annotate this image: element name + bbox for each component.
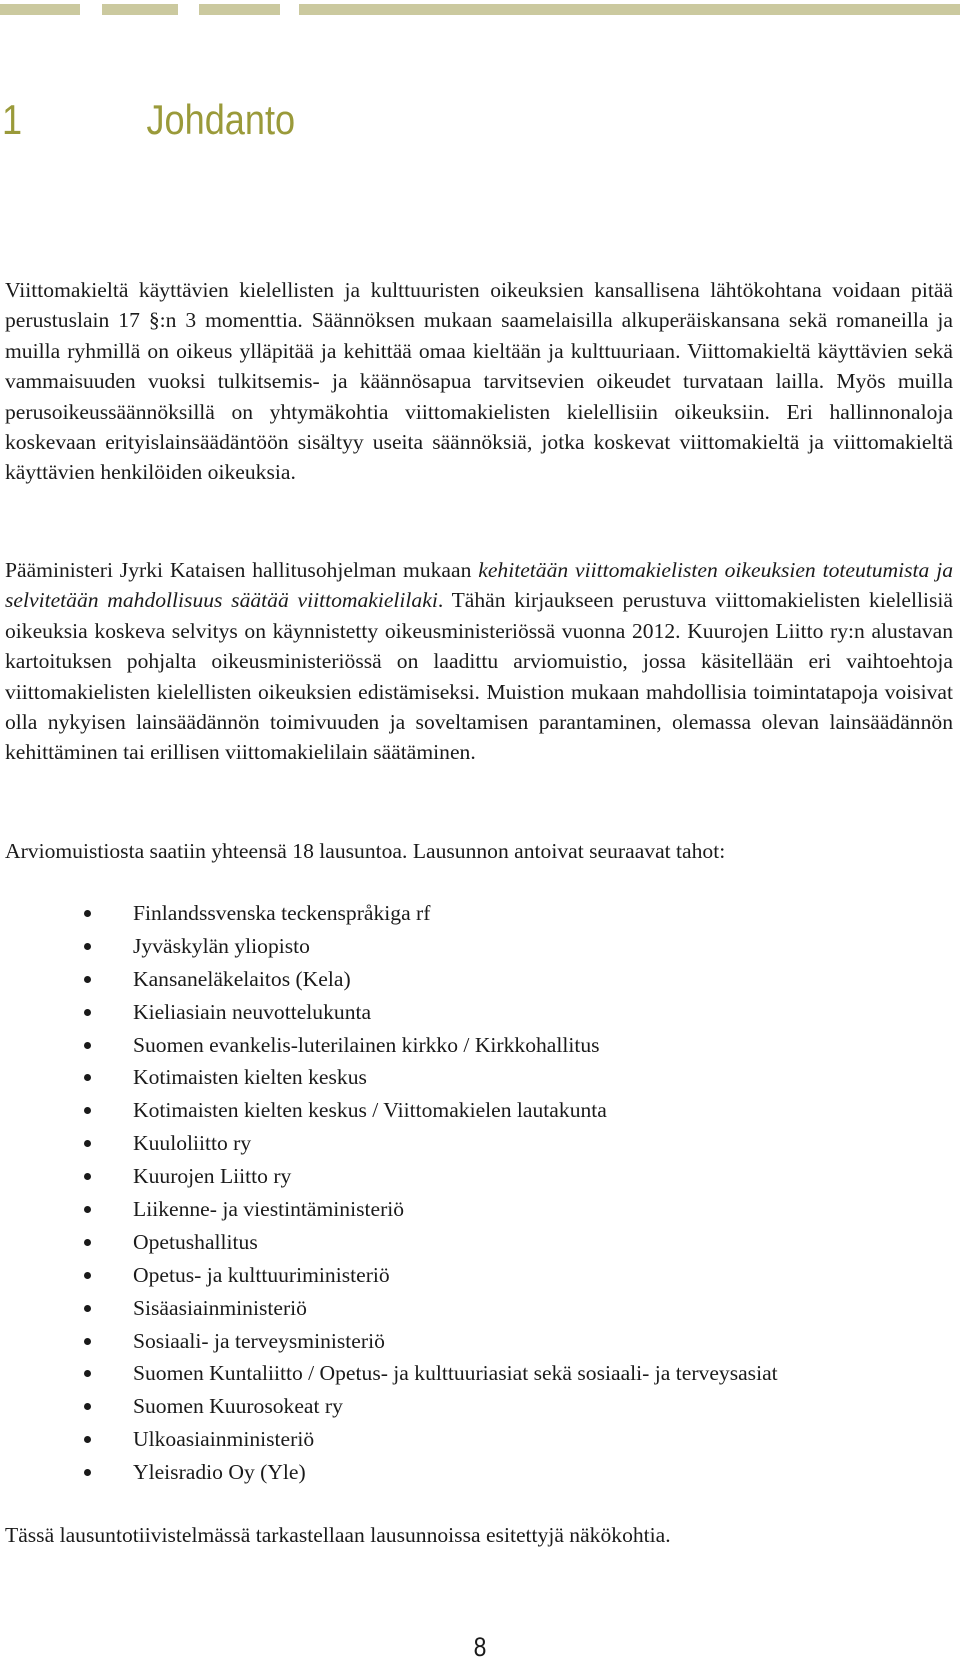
bullet-icon [84, 1403, 91, 1410]
header-decoration-bars [0, 4, 960, 15]
list-item-label: Liikenne- ja viestintäministeriö [133, 1197, 405, 1222]
list-item-label: Opetushallitus [133, 1229, 258, 1254]
bullet-icon [84, 1272, 91, 1279]
chapter-heading [2, 96, 295, 156]
list-item-label: Sisäasiainministeriö [133, 1295, 307, 1320]
bullet-icon [84, 1009, 91, 1016]
intro-paragraph: Viittomakieltä käyttävien kielellisten ja kulttuuristen oikeuksien kansallisena lähtökohtana voidaan pitää perustuslain 17 §:n 3 momenttia. Säännöksen mukaan saamelaisilla alkuperäiskansana sekä romaneilla ja muilla ryhmillä on oikeus ylläpitää ja kehittää omaa kieltään ja kulttuuriaan. Viittomakieltä käyttävien sekä vammaisuuden vuoksi tulkitsemis- ja käännösapua tarvitsevien oikeudet turvataan lailla. Myös muilla perusoikeussäännöksillä on yhtymäkohtia viittomakielisten kielellisiin oikeuksiin. Eri hallinnonaloja koskevaan erityislainsäädäntöön sisältyy useita säännöksiä, jotka koskevat viittomakieltä ja viittomakieltä käyttävien henkilöiden oikeuksia. [5, 278, 953, 485]
bullet-icon [84, 910, 91, 917]
header-bar [0, 4, 80, 15]
chapter-number: 1 [2, 96, 23, 143]
list-item [0, 996, 778, 1029]
list-item [0, 1292, 778, 1325]
list-item [0, 1226, 778, 1259]
list-item-label: Finlandssvenska teckenspråkiga rf [133, 901, 431, 925]
list-item [0, 1160, 778, 1193]
organization-list [0, 897, 778, 1489]
list-item [0, 963, 778, 996]
list-item-label: Jyväskylän yliopisto [133, 933, 310, 958]
list-item [0, 1456, 778, 1489]
header-bar [102, 4, 178, 15]
list-item [0, 1423, 778, 1456]
list-item-label: Kieliasiain neuvottelukunta [133, 999, 372, 1024]
bullet-icon [84, 1370, 91, 1377]
bullet-icon [84, 1074, 91, 1081]
list-item-label: Kuurojen Liitto ry [133, 1164, 292, 1189]
list-item [0, 1390, 778, 1423]
bullet-icon [84, 943, 91, 950]
list-item [0, 1029, 778, 1062]
government-programme-paragraph [5, 555, 953, 768]
bullet-icon [84, 1140, 91, 1147]
list-item-label: Kotimaisten kielten keskus / Viittomakielen lautakunta [133, 1098, 607, 1123]
bullet-icon [84, 976, 91, 983]
paragraph-quote: kehitetään viittomakielisten oikeuksien toteutumista ja selvitetään mahdollisuus säätää viittomakielilaki [5, 558, 953, 613]
list-item-label: Yleisradio Oy (Yle) [133, 1460, 306, 1485]
header-bar [199, 4, 280, 15]
list-item-label: Ulkoasiainministeriö [133, 1427, 315, 1452]
bullet-icon [84, 1436, 91, 1443]
list-item-label: Suomen Kuntaliitto / Opetus- ja kulttuuriasiat sekä sosiaali- ja terveysasiat [133, 1361, 778, 1386]
bullet-icon [84, 1239, 91, 1246]
list-item-label: Suomen evankelis-luterilainen kirkko / Kirkkohallitus [133, 1032, 600, 1057]
list-item-label: Sosiaali- ja terveysministeriö [133, 1328, 385, 1353]
list-item-label: Kotimaisten kielten keskus [133, 1065, 367, 1090]
list-item [0, 1259, 778, 1292]
bullet-icon [84, 1338, 91, 1345]
list-item-label: Opetus- ja kulttuuriministeriö [133, 1262, 390, 1287]
list-item [0, 1061, 778, 1094]
bullet-icon [84, 1469, 91, 1476]
list-item-label: Kansaneläkelaitos (Kela) [133, 966, 351, 991]
list-item-label: Suomen Kuurosokeat ry [133, 1394, 343, 1419]
list-item-label: Kuuloliitto ry [133, 1131, 252, 1156]
list-item [0, 1127, 778, 1160]
list-item [0, 897, 778, 930]
bullet-icon [84, 1173, 91, 1180]
paragraph-text: . Tähän kirjaukseen perustuva viittomakielisten kielellisiä oikeuksia koskeva selvitys on käynnistetty oikeusministeriössä vuonna 2012. Kuurojen Liitto ry:n alustavan kartoituksen pohjalta oikeusministeriössä on laadittu arviomuistio, jossa käsitellään eri vaihtoehtoja viittomakielisten kielellisten oikeuksien edistämiseksi. Muistion mukaan mahdollisia toimintatapoja voisivat olla nykyisen lainsäädännön toimivuuden ja soveltamisen parantaminen, olemassa olevan lainsäädännön kehittäminen tai erillisen viittomakielilain säätäminen. [5, 588, 953, 765]
bullet-icon [84, 1305, 91, 1312]
header-bar [299, 4, 960, 15]
list-item [0, 1357, 778, 1390]
page-number: 8 [473, 1632, 487, 1662]
paragraph-text: Pääministeri Jyrki Kataisen hallitusohjelman mukaan [5, 558, 479, 582]
list-item [0, 1193, 778, 1226]
chapter-title: Johdanto [146, 96, 296, 143]
statements-intro-paragraph: Arviomuistiosta saatiin yhteensä 18 lausuntoa. Lausunnon antoivat seuraavat tahot: [5, 839, 726, 863]
bullet-icon [84, 1042, 91, 1049]
list-item [0, 1094, 778, 1127]
bullet-icon [84, 1107, 91, 1114]
list-item [0, 930, 778, 963]
summary-paragraph: Tässä lausuntotiivistelmässä tarkastellaan lausunnoissa esitettyjä näkökohtia. [5, 1523, 671, 1547]
bullet-icon [84, 1206, 91, 1213]
list-item [0, 1325, 778, 1358]
